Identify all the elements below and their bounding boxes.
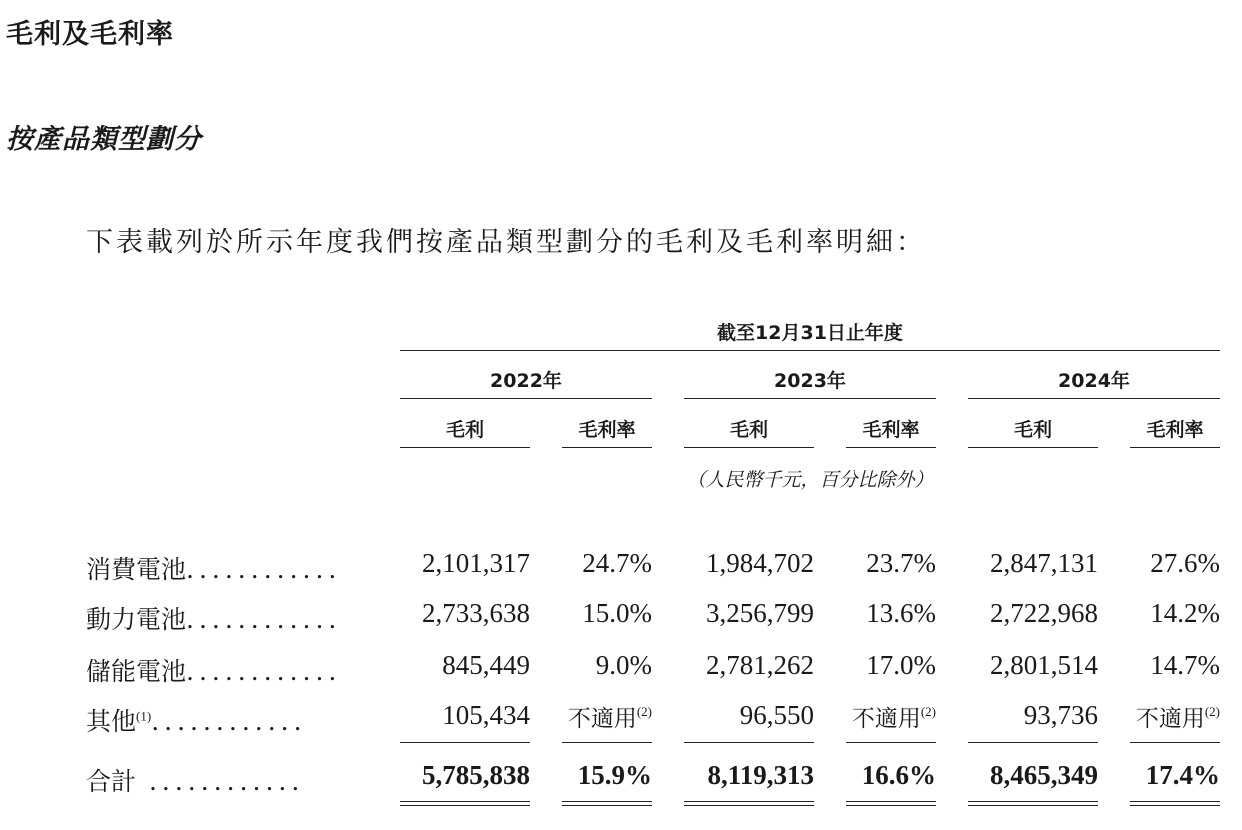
gross-margin-cell: 不適用$^{(2)}$ <box>567 704 652 732</box>
col-header-gross-profit: 毛利 <box>445 419 484 441</box>
col-underline <box>846 447 936 448</box>
col-underline <box>968 447 1098 448</box>
subtotal-line <box>846 742 936 743</box>
year-header: 2022年 <box>490 370 562 392</box>
total-gross-margin: 17.4% <box>1145 760 1220 790</box>
period-underline <box>400 350 1220 351</box>
subtotal-line <box>400 742 530 743</box>
total-gross-margin: 16.6% <box>861 760 936 790</box>
total-gross-profit: 8,119,313 <box>707 760 814 790</box>
gross-profit-cell: 2,847,131 <box>990 548 1098 578</box>
total-double-underline <box>1130 801 1220 806</box>
row-label: 動力電池............ <box>86 605 342 634</box>
year-underline <box>968 398 1220 399</box>
intro-paragraph: 下表載列於所示年度我們按產品類型劃分的毛利及毛利率明細： <box>86 227 926 258</box>
gross-margin-cell: 13.6% <box>866 598 936 628</box>
col-underline <box>562 447 652 448</box>
total-double-underline <box>968 801 1098 806</box>
col-header-gross-profit: 毛利 <box>729 419 768 441</box>
gross-profit-cell: 2,101,317 <box>422 548 530 578</box>
gross-margin-cell: 14.2% <box>1150 598 1220 628</box>
year-header: 2023年 <box>774 370 846 392</box>
total-label: 合計 ............ <box>86 767 305 796</box>
gross-profit-cell: 2,733,638 <box>422 598 530 628</box>
row-label: 消費電池............ <box>86 555 342 584</box>
subtotal-line <box>968 742 1098 743</box>
gross-margin-cell: 17.0% <box>866 650 936 680</box>
col-header-margin: 毛利率 <box>1146 419 1204 441</box>
row-label: 其他$^{(1)}$............ <box>86 707 307 736</box>
col-underline <box>1130 447 1220 448</box>
total-double-underline <box>562 801 652 806</box>
gross-profit-cell: 105,434 <box>442 700 530 730</box>
col-underline <box>684 447 814 448</box>
col-header-margin: 毛利率 <box>862 419 920 441</box>
subtotal-line <box>1130 742 1220 743</box>
year-underline <box>400 398 652 399</box>
year-header: 2024年 <box>1058 370 1130 392</box>
col-header-margin: 毛利率 <box>578 419 636 441</box>
gross-profit-cell: 2,801,514 <box>990 650 1098 680</box>
gross-margin-cell: 23.7% <box>866 548 936 578</box>
period-header: 截至12月31日止年度 <box>717 322 903 344</box>
gross-margin-cell: 14.7% <box>1150 650 1220 680</box>
gross-margin-cell: 27.6% <box>1150 548 1220 578</box>
gross-profit-cell: 2,781,262 <box>706 650 814 680</box>
gross-profit-cell: 845,449 <box>442 650 530 680</box>
subtotal-line <box>684 742 814 743</box>
gross-profit-cell: 1,984,702 <box>706 548 814 578</box>
section-subheading: 按產品類型劃分 <box>6 124 202 155</box>
section-heading: 毛利及毛利率 <box>6 19 174 50</box>
year-underline <box>684 398 936 399</box>
gross-margin-cell: 9.0% <box>595 650 652 680</box>
gross-profit-cell: 96,550 <box>739 700 814 730</box>
total-gross-profit: 8,465,349 <box>990 760 1098 790</box>
gross-margin-cell: 24.7% <box>582 548 652 578</box>
gross-profit-cell: 93,736 <box>1023 700 1098 730</box>
col-header-gross-profit: 毛利 <box>1013 419 1052 441</box>
total-gross-margin: 15.9% <box>577 760 652 790</box>
col-underline <box>400 447 530 448</box>
subtotal-line <box>562 742 652 743</box>
gross-margin-cell: 不適用$^{(2)}$ <box>1135 704 1220 732</box>
gross-margin-cell: 不適用$^{(2)}$ <box>851 704 936 732</box>
gross-profit-cell: 3,256,799 <box>706 598 814 628</box>
unit-note: （人民幣千元，百分比除外） <box>686 469 934 491</box>
total-double-underline <box>846 801 936 806</box>
total-gross-profit: 5,785,838 <box>422 760 530 790</box>
gross-margin-cell: 15.0% <box>582 598 652 628</box>
total-double-underline <box>400 801 530 806</box>
total-double-underline <box>684 801 814 806</box>
row-label: 儲能電池............ <box>86 657 342 686</box>
gross-profit-cell: 2,722,968 <box>990 598 1098 628</box>
